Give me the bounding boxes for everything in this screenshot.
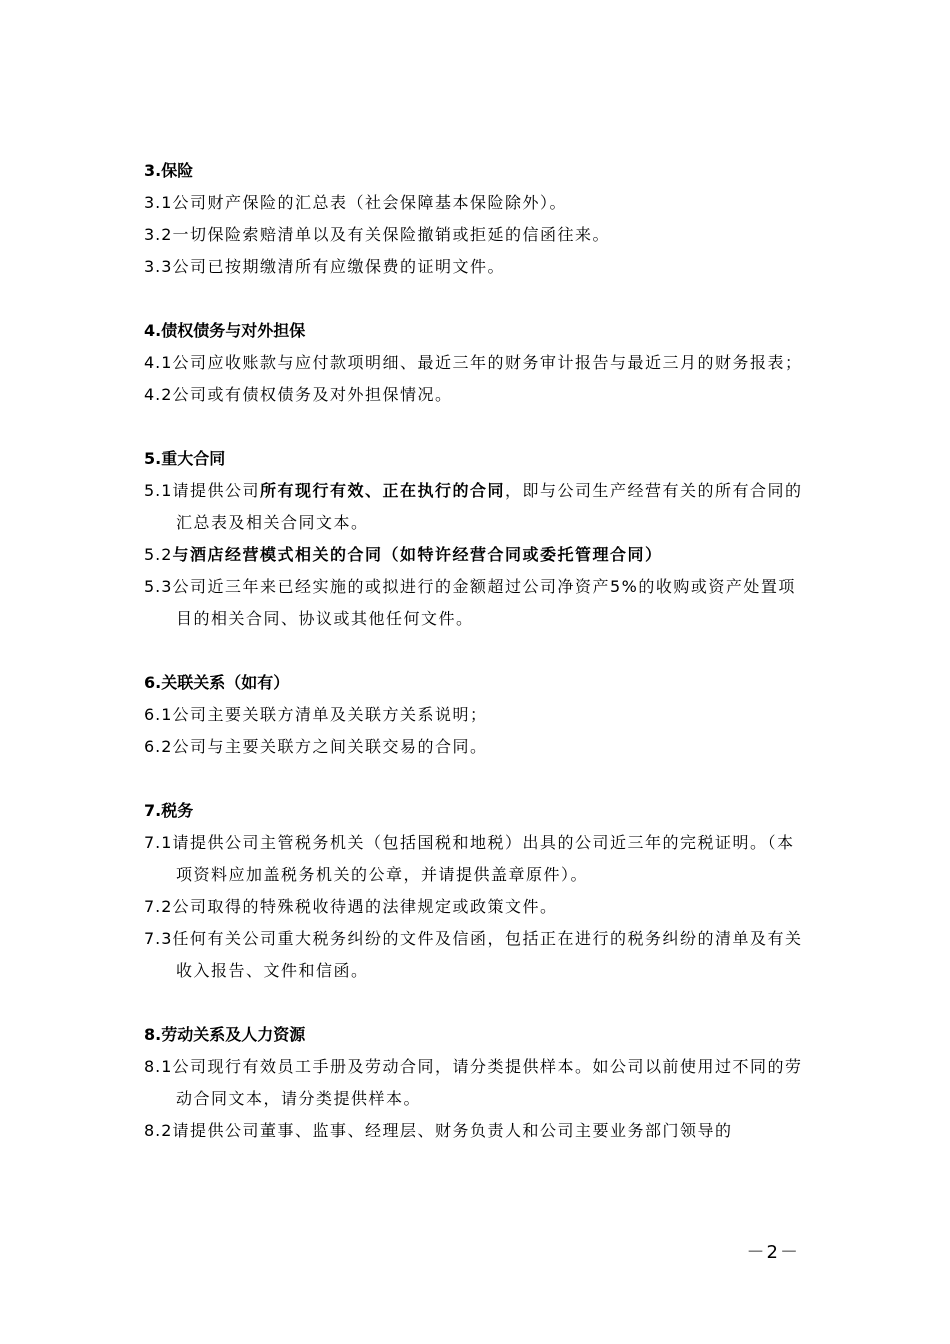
list-item: 5.1请提供公司所有现行有效、正在执行的合同，即与公司生产经营有关的所有合同的汇总表及相关合同文本。 [144,481,803,532]
list-item: 3.1公司财产保险的汇总表（社会保障基本保险除外）。 [144,193,567,212]
list-item: 7.3任何有关公司重大税务纠纷的文件及信函，包括正在进行的税务纠纷的清单及有关收入报告、文件和信函。 [144,929,803,980]
list-item: 7.2公司取得的特殊税收待遇的法律规定或政策文件。 [144,897,558,916]
list-item: 8.2请提供公司董事、监事、经理层、财务负责人和公司主要业务部门领导的 [144,1121,733,1140]
section-labor-hr [144,1019,808,1147]
list-item: 8.1公司现行有效员工手册及劳动合同，请分类提供样本。如公司以前使用过不同的劳动合同文本，请分类提供样本。 [144,1057,803,1108]
section-heading: 4.债权债务与对外担保 [144,321,306,340]
list-item: 6.2公司与主要关联方之间关联交易的合同。 [144,737,488,756]
section-heading: 6.关联关系（如有） [144,673,290,692]
list-item: 3.3公司已按期缴清所有应缴保费的证明文件。 [144,257,505,276]
section-insurance [144,155,808,283]
list-item: 3.2一切保险索赔清单以及有关保险撤销或拒延的信函往来。 [144,225,610,244]
list-item: 6.1公司主要关联方清单及关联方关系说明； [144,705,488,724]
section-heading: 7.税务 [144,801,194,820]
section-debts-guarantees [144,315,808,411]
section-heading: 5.重大合同 [144,449,226,468]
page-number: －2－ [746,1242,800,1263]
section-major-contracts [144,443,808,635]
list-item: 5.2与酒店经营模式相关的合同（如特许经营合同或委托管理合同） [144,545,663,564]
list-item: 5.3公司近三年来已经实施的或拟进行的金额超过公司净资产5%的收购或资产处置项目的相关合同、协议或其他任何文件。 [144,577,796,628]
section-heading: 3.保险 [144,161,194,180]
section-tax [144,795,808,987]
section-heading: 8.劳动关系及人力资源 [144,1025,306,1044]
list-item: 7.1请提供公司主管税务机关（包括国税和地税）出具的公司近三年的完税证明。（本项资料应加盖税务机关的公章，并请提供盖章原件）。 [144,833,795,884]
document-body [144,155,808,1179]
list-item: 4.2公司或有债权债务及对外担保情况。 [144,385,453,404]
section-related-parties [144,667,808,763]
list-item: 4.1公司应收账款与应付款项明细、最近三年的财务审计报告与最近三月的财务报表； [144,353,803,372]
